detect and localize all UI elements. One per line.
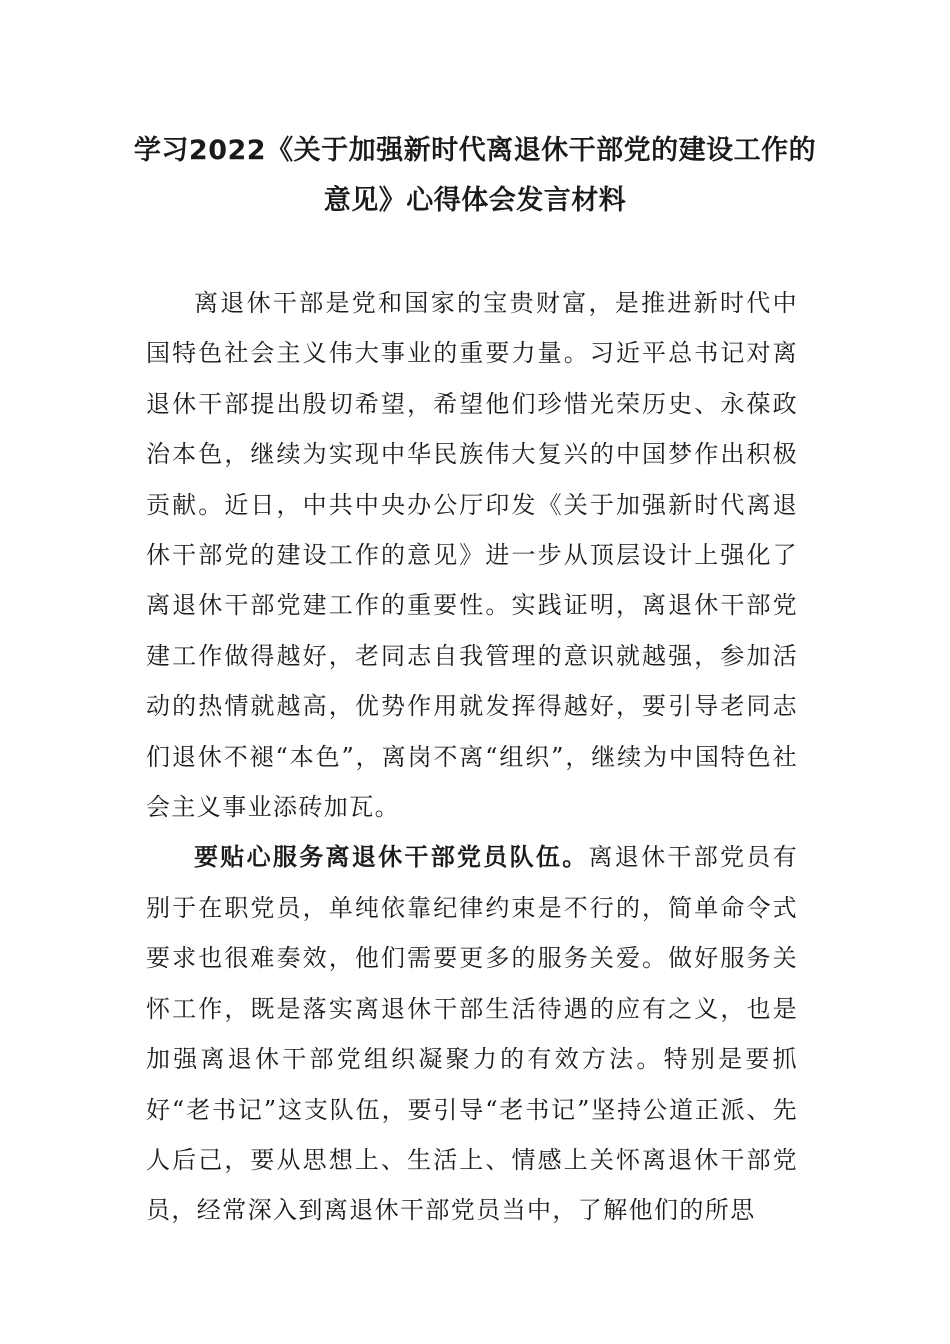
paragraph-lead-heading: 要贴心服务离退休干部党员队伍。 xyxy=(194,843,589,872)
paragraph-intro xyxy=(146,278,798,832)
paragraph-text: 离退休干部是党和国家的宝贵财富，是推进新时代中国特色社会主义伟大事业的重要力量。习近平总书记对离退休干部提出殷切希望，希望他们珍惜光荣历史、永葆政治本色，继续为实现中华民族伟大复兴的中国梦作出积极贡献。近日，中共中央办公厅印发《关于加强新时代离退休干部党的建设工作的意见》进一步从顶层设计上强化了离退休干部党建工作的重要性。实践证明，离退休干部党建工作做得越好，老同志自我管理的意识就越强，参加活动的热情就越高，优势作用就发挥得越好，要引导老同志们退休不褪“本色”，离岗不离“组织”，继续为中国特色社会主义事业添砖加瓦。 xyxy=(146,289,798,822)
paragraph-service xyxy=(146,832,798,1235)
paragraph-text: 离退休干部党员有别于在职党员，单纯依靠纪律约束是不行的，简单命令式要求也很难奏效，他们需要更多的服务关爱。做好服务关怀工作，既是落实离退休干部生活待遇的应有之义，也是加强离退休干部党组织凝聚力的有效方法。特别是要抓好“老书记”这支队伍，要引导“老书记”坚持公道正派、先人后己，要从思想上、生活上、情感上关怀离退休干部党员，经常深入到离退休干部党员当中，了解他们的所思 xyxy=(146,843,798,1225)
document-body xyxy=(146,278,798,1236)
document-title: 学习2022《关于加强新时代离退休干部党的建设工作的意见》心得体会发言材料 xyxy=(133,135,817,216)
